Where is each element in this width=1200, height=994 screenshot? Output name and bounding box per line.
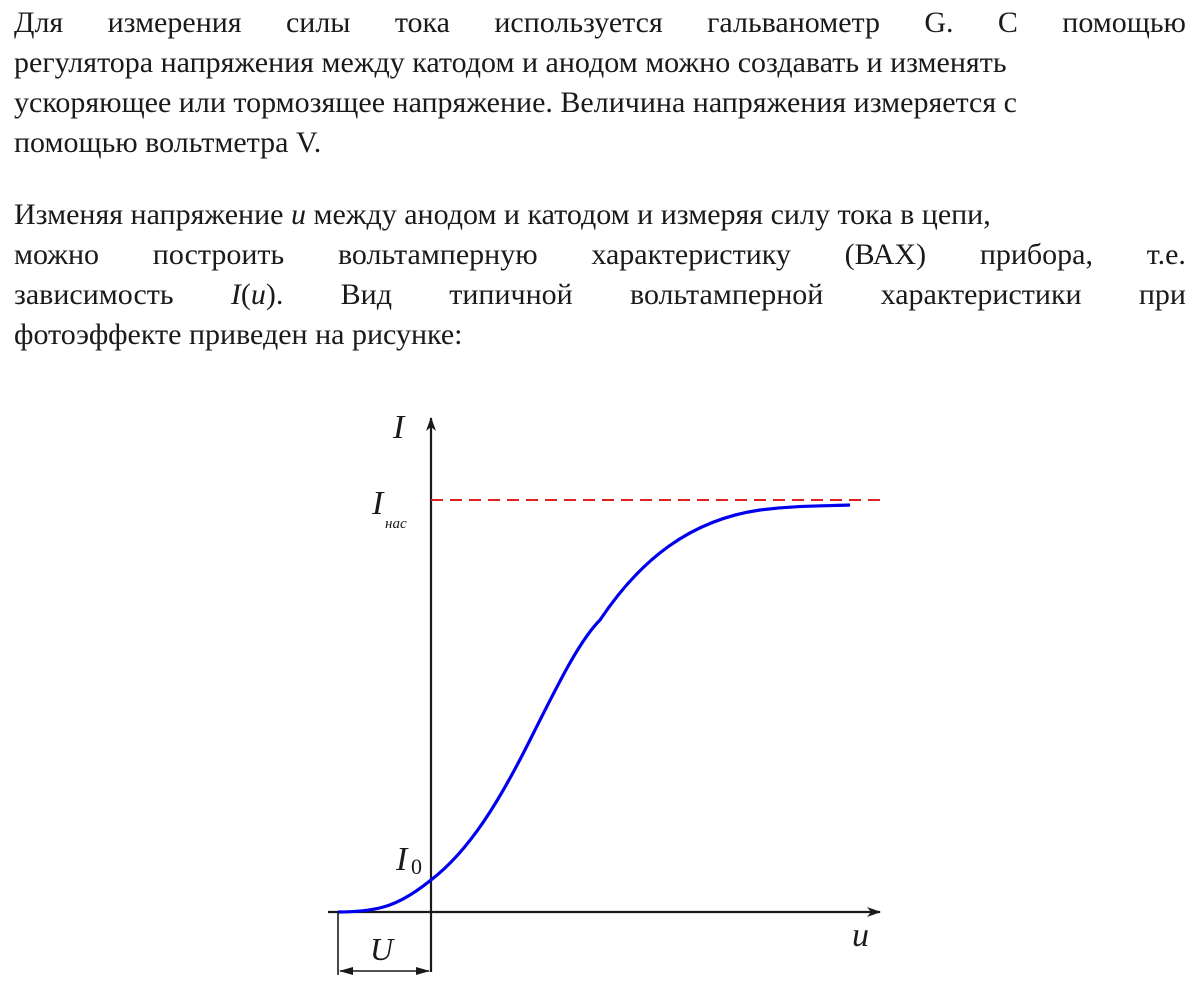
word: Вид xyxy=(340,278,392,311)
word: характеристики xyxy=(880,278,1082,311)
word: прибора, xyxy=(979,238,1094,271)
paragraph-1-line-3: ускоряющее или тормозящее напряжение. Величина напряжения измеряется с xyxy=(14,86,1017,119)
x-axis-label: u xyxy=(852,917,869,954)
word: G. xyxy=(924,6,954,39)
saturation-current-label: I xyxy=(372,485,384,522)
word: вольтамперную xyxy=(337,238,538,271)
word: вольтамперной xyxy=(629,278,824,311)
word: построить xyxy=(152,238,285,271)
word: можно xyxy=(14,238,100,271)
word: характеристику xyxy=(591,238,791,271)
word: используется xyxy=(494,6,663,39)
text-segment: Изменяя напряжение xyxy=(14,198,291,231)
paragraph-2-line-1 xyxy=(14,195,1186,235)
voltage-variable: u xyxy=(290,198,306,231)
paragraph-2-line-3 xyxy=(14,275,1186,315)
word: помощью xyxy=(1062,6,1186,39)
paragraph-2 xyxy=(14,195,1186,355)
word: зависимость xyxy=(14,278,174,311)
word: С xyxy=(997,6,1018,39)
word: типичной xyxy=(449,278,573,311)
word: измерения xyxy=(107,6,242,39)
paren-open: ( xyxy=(240,278,251,311)
word: (ВАХ) xyxy=(844,238,927,271)
word: тока xyxy=(394,6,450,39)
paragraph-2-line-2 xyxy=(14,235,1186,275)
current-symbol: I xyxy=(230,278,241,311)
paragraph-1 xyxy=(14,3,1186,163)
i0-label: I xyxy=(396,841,408,878)
saturation-current-subscript: нас xyxy=(385,516,407,532)
word: гальванометр xyxy=(707,6,881,39)
paragraph-2-line-4: фотоэффекте приведен на рисунке: xyxy=(14,318,463,351)
word: т.е. xyxy=(1146,238,1186,271)
paren-close: ). xyxy=(265,278,284,311)
word: силы xyxy=(285,6,351,39)
text-segment: между анодом и катодом и измеряя силу тока в цепи, xyxy=(305,198,991,231)
y-axis-label: I xyxy=(393,409,405,446)
function-notation xyxy=(231,275,284,315)
iv-curve xyxy=(338,505,850,912)
paragraph-1-line-4: помощью вольтметра V. xyxy=(14,126,322,159)
word: при xyxy=(1138,278,1186,311)
word: Для xyxy=(14,6,64,39)
voltage-symbol: u xyxy=(250,278,266,311)
paragraph-1-line-1 xyxy=(14,3,1186,43)
stopping-voltage-label: U xyxy=(370,931,394,967)
i0-subscript: 0 xyxy=(411,854,422,879)
paragraph-1-line-2: регулятора напряжения между катодом и анодом можно создавать и изменять xyxy=(14,46,1007,79)
